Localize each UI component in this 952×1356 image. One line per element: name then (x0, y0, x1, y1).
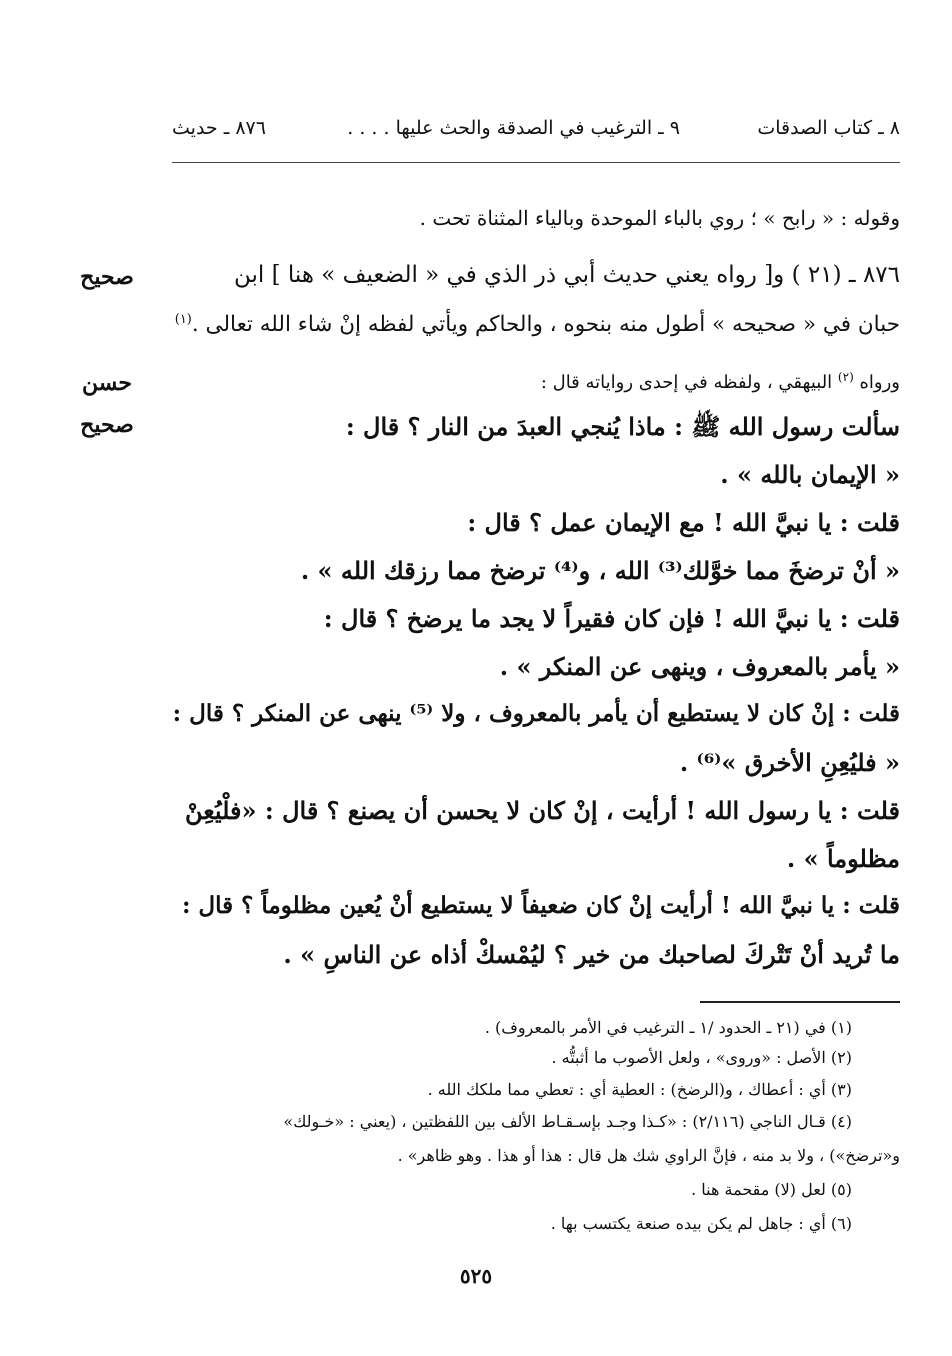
footnote-6: (٦) أي : جاهل لم يكن بيده صنعة يكتسب بها . (550, 1214, 852, 1233)
footnote-4-continued: و«ترضخ») ، ولا بد منه ، فإنَّ الراوي شك هل قال : هذا أو هذا . وهو ظاهر» . (397, 1146, 900, 1165)
body-line-1: سألت رسول الله ﷺ : ماذا يُنجي العبدَ من النار ؟ قال : (345, 412, 900, 441)
hadith-line-3 (541, 370, 900, 393)
hadith-line-2 (175, 312, 900, 337)
body-line-3: قلت : يا نبيَّ الله ! مع الإيمان عمل ؟ قال : (467, 508, 900, 537)
grade-label-hasan: حسن (82, 370, 132, 396)
footnote-5: (٥) لعل (لا) مقحمة هنا . (691, 1180, 852, 1199)
hadith-line-1: ٨٧٦ ـ (٢١ ) و[ رواه يعني حديث أبي ذر الذي في « الضعيف » هنا ] ابن (233, 262, 900, 288)
footnote-4: (٤) قـال الناجي (٢/١١٦) : «كـذا وجـد بإسـقـاط الألف بين اللفظتين ، (يعني : «خـولك» (283, 1112, 852, 1131)
hadith-line-3-a: ورواه (859, 372, 900, 393)
body-line-12: ما تُريد أنْ تَتْركَ لصاحبك من خير ؟ ليُمْسكْ أذاه عن الناسِ » . (283, 940, 900, 969)
hadith-line-3-b: البيهقي ، ولفظه في إحدى رواياته قال : (540, 372, 833, 393)
footnote-ref-2: (٢) (837, 370, 854, 384)
page-number: ٥٢٥ (459, 1264, 493, 1288)
footnote-2: (٢) الأصل : «وروى» ، ولعل الأصوب ما أثبتُّه . (551, 1048, 852, 1067)
body-line-7: قلت : إنْ كان لا يستطيع أن يأمر بالمعروف ، ولا ⁽⁵⁾ ينهى عن المنكر ؟ قال : (172, 700, 900, 727)
footnote-divider (700, 1001, 900, 1003)
body-line-9: قلت : يا رسول الله ! أرأيت ، إنْ كان لا يحسن أن يصنع ؟ قال : «فلْيُعِنْ (185, 796, 900, 825)
header-section: ٩ ـ الترغيب في الصدقة والحث عليها . . . . (347, 117, 680, 139)
body-line-2: « الإيمان بالله » . (720, 460, 900, 489)
body-line-6: « يأمر بالمعروف ، وينهى عن المنكر » . (499, 652, 900, 681)
footnote-ref-1: (١) (174, 312, 192, 327)
body-line-11: قلت : يا نبيَّ الله ! أرأيت إنْ كان ضعيفاً لا يستطيع أنْ يُعين مظلوماً ؟ قال : (181, 892, 900, 919)
body-line-10: مظلوماً » . (786, 844, 900, 873)
footnote-1: (١) في (٢١ ـ الحدود /١ ـ الترغيب في الأمر بالمعروف) . (484, 1018, 852, 1037)
header-hadith-number: ٨٧٦ ـ حديث (172, 117, 266, 139)
body-line-5: قلت : يا نبيَّ الله ! فإن كان فقيراً لا يجد ما يرضخ ؟ قال : (323, 604, 900, 633)
hadith-line-2-text: حبان في « صحيحه » أطول منه بنحوه ، والحاكم ويأتي لفظه إنْ شاء الله تعالى . (191, 312, 900, 338)
footnote-3: (٣) أي : أعطاك ، و(الرضخ) : العطية أي : تعطي مما ملكك الله . (427, 1080, 852, 1099)
grade-label-sahih-1: صحيح (80, 264, 134, 290)
header-chapter: ٨ ـ كتاب الصدقات (757, 117, 900, 139)
intro-line: وقوله : « رابح » ؛ روي بالباء الموحدة وبالياء المثناة تحت . (419, 206, 900, 230)
body-line-4: « أنْ ترضخَ مما خوَّلك⁽³⁾ الله ، و⁽⁴⁾ ترضخ مما رزقك الله » . (300, 556, 900, 585)
grade-label-sahih-2: صحيح (80, 412, 134, 438)
body-line-8: « فليُعِنِ الأخرق »⁽⁶⁾ . (679, 748, 900, 777)
header-divider (172, 162, 900, 163)
